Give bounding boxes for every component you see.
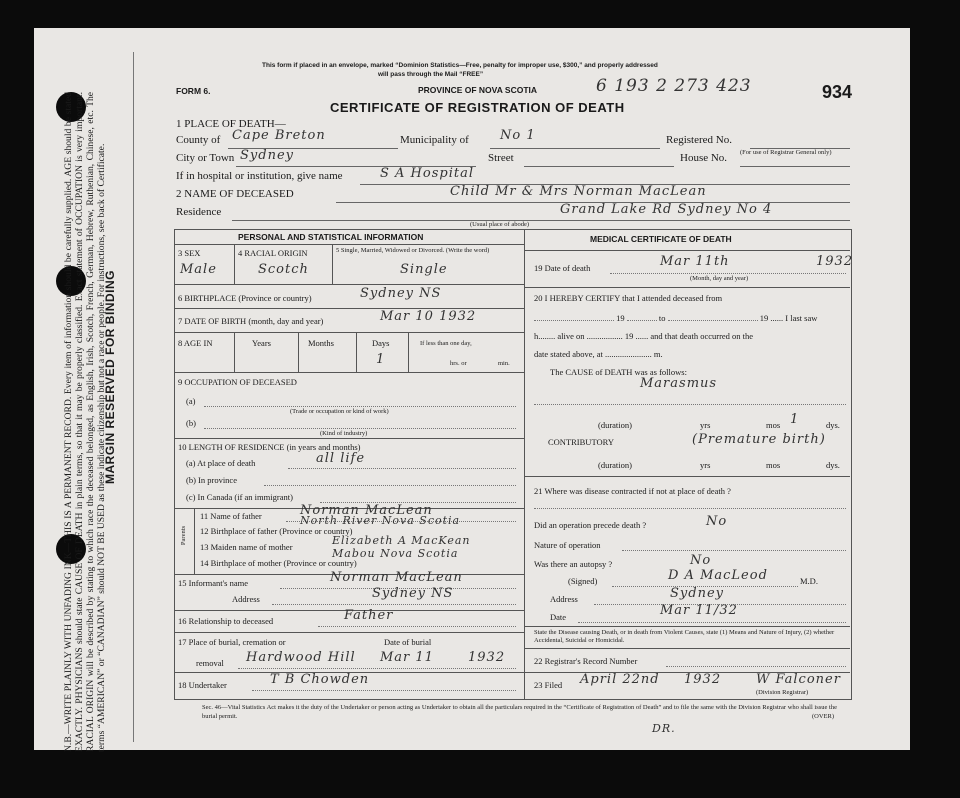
county-value: Cape Breton — [232, 128, 326, 143]
occ-a-label: (a) — [186, 396, 196, 406]
cause-label: The CAUSE of DEATH was as follows: — [550, 367, 687, 377]
province-label: PROVINCE OF NOVA SCOTIA — [418, 85, 538, 95]
father-birth-value: North River Nova Scotia — [300, 514, 461, 527]
at-place-value: all life — [316, 451, 366, 466]
residence-note: (Usual place of abode) — [470, 221, 530, 228]
registrar-note: (For use of Registrar General only) — [740, 149, 832, 156]
margin-title: MARGIN RESERVED FOR BINDING — [103, 270, 117, 484]
date-above-label: date stated above, at ...................... m. — [534, 349, 663, 359]
death-date-value: Mar 11th — [660, 254, 730, 269]
burial-year-value: 1932 — [468, 650, 506, 665]
occupation-label: 9 OCCUPATION OF DECEASED — [178, 377, 297, 387]
relationship-value: Father — [344, 608, 394, 623]
certify-to: to — [658, 313, 666, 323]
signed-value: D A MacLeod — [668, 568, 768, 583]
file-number: 6 193 2 273 423 — [596, 76, 752, 96]
death-year-value: 1932 — [816, 254, 854, 269]
violent-note: State the Disease causing Death, or in death from Violent Causes, state (1) Means and Nature of Injury, (2) whether Accidental, Suicidal or Homicidal. — [534, 629, 835, 644]
contributory-label: CONTRIBUTORY — [548, 437, 614, 447]
months-label: Months — [308, 338, 334, 348]
mail-notice: This form if placed in an envelope, marked “Dominion Statistics—Free, penalty for improper use, $300,” and properly addressed — [262, 62, 658, 69]
marital-label: 5 Single, Married, Widowed or Divorced. (Write the word) — [336, 247, 490, 254]
duration-mos-label: mos — [766, 420, 781, 430]
duration-yrs-label: yrs — [700, 420, 711, 430]
alive-label: h........ alive on ................. 19 ...... and that death occurred on the — [534, 331, 754, 341]
mother-value: Elizabeth A MacKean — [332, 534, 471, 547]
name-label: 2 NAME OF DECEASED — [176, 188, 294, 200]
duration-mos-value: 1 — [790, 412, 800, 427]
deceased-name: Child Mr & Mrs Norman MacLean — [450, 184, 707, 199]
in-province-label: (b) In province — [186, 475, 237, 485]
record-label: 22 Registrar's Record Number — [534, 656, 638, 666]
burial-date-value: Mar 11 — [380, 650, 434, 665]
operation-value: No — [706, 514, 728, 529]
contracted-label: 21 Where was disease contracted if not at place of death ? — [534, 486, 731, 496]
city-label: City or Town — [176, 152, 235, 164]
informant-value: Norman MacLean — [330, 570, 463, 585]
registrar-signature: W Falconer — [756, 672, 841, 687]
signed-label: (Signed) — [568, 576, 598, 586]
death-date-label: 19 Date of death — [534, 263, 591, 273]
hospital-value: S A Hospital — [380, 166, 475, 181]
city-value: Sydney — [240, 148, 294, 163]
certify-year: 19 — [616, 313, 625, 323]
certify-label: 20 I HEREBY CERTIFY that I attended deceased from — [534, 293, 723, 303]
autopsy-label: Was there an autopsy ? — [534, 559, 613, 569]
residence-value: Grand Lake Rd Sydney No 4 — [560, 202, 773, 217]
marital-value: Single — [400, 262, 448, 277]
hospital-label: If in hospital or institution, give name — [176, 170, 343, 182]
hrs-label: hrs. or — [450, 360, 467, 367]
race-label: 4 RACIAL ORIGIN — [238, 248, 308, 258]
med-date-value: Mar 11/32 — [660, 603, 738, 618]
mother-birth-value: Mabou Nova Scotia — [332, 547, 459, 560]
mother-birth-label: 14 Birthplace of mother (Province or country) — [200, 558, 357, 568]
relationship-label: 16 Relationship to deceased — [178, 616, 274, 626]
sex-value: Male — [180, 262, 217, 277]
min-label: min. — [498, 360, 510, 367]
residence-length-label: 10 LENGTH OF RESIDENCE (in years and months) — [178, 442, 361, 452]
last-saw: 19 ...... I last saw — [759, 313, 818, 323]
contributory-value: (Premature birth) — [692, 432, 826, 447]
med-date-label: Date — [550, 612, 567, 622]
municipality-label: Municipality of — [400, 134, 469, 146]
form-number: FORM 6. — [176, 86, 211, 96]
house-label: House No. — [680, 152, 728, 164]
father-label: 11 Name of father — [200, 511, 262, 521]
med-address-label: Address — [550, 594, 578, 604]
filed-date-value: April 22nd — [580, 672, 660, 687]
dob-value: Mar 10 1932 — [380, 309, 477, 324]
race-value: Scotch — [258, 262, 309, 277]
parents-label: Parents — [180, 525, 188, 546]
margin-rule — [133, 52, 134, 742]
personal-heading: PERSONAL AND STATISTICAL INFORMATION — [238, 232, 424, 242]
cause-value: Marasmus — [640, 376, 718, 391]
registered-label: Registered No. — [666, 134, 732, 146]
birthplace-value: Sydney NS — [360, 286, 442, 301]
undertaker-label: 18 Undertaker — [178, 680, 227, 690]
residence-label: Residence — [176, 206, 222, 218]
burial-place-value: Hardwood Hill — [246, 650, 356, 665]
medical-heading: MEDICAL CERTIFICATE OF DEATH — [590, 234, 732, 244]
sec46-note: Sec. 46—Vital Statistics Act makes it the duty of the Undertaker or person acting as Undertaker to obtain all the particulars required in the “Certificate of Registration of Death” and to file the same with the Division Registrar who shall issue the burial permit. — [202, 704, 837, 720]
duration-dys-label-2: dys. — [826, 460, 840, 470]
stamp-number: 934 — [822, 82, 853, 102]
undertaker-value: T B Chowden — [270, 672, 370, 687]
street-label: Street — [488, 152, 514, 164]
days-label: Days — [372, 338, 390, 348]
less-day-label: If less than one day, — [420, 340, 472, 347]
at-place-label: (a) At place of death — [186, 458, 256, 468]
father-value: Norman MacLean — [300, 503, 433, 518]
med-address-value: Sydney — [670, 586, 724, 601]
burial-label: 17 Place of burial, cremation or — [178, 637, 286, 647]
division-note: (Division Registrar) — [756, 689, 809, 696]
page-title: CERTIFICATE OF REGISTRATION OF DEATH — [330, 100, 625, 115]
occ-a-note: (Trade or occupation or kind of work) — [290, 408, 389, 415]
father-birth-label: 12 Birthplace of father (Province or country) — [200, 526, 353, 536]
occ-b-label: (b) — [186, 418, 196, 428]
informant-label: 15 Informant's name — [178, 578, 248, 588]
informant-address: Sydney NS — [372, 586, 454, 601]
operation-label: Did an operation precede death ? — [534, 520, 647, 530]
duration-mos-label-2: mos — [766, 460, 781, 470]
informant-address-label: Address — [232, 594, 260, 604]
dob-label: 7 DATE OF BIRTH (month, day and year) — [178, 316, 324, 326]
filed-year-value: 1932 — [684, 672, 722, 687]
birthplace-label: 6 BIRTHPLACE (Province or country) — [178, 293, 312, 303]
sex-label: 3 SEX — [178, 248, 201, 258]
mail-notice-2: will pass through the Mail “FREE” — [378, 71, 484, 78]
burial-date-label: Date of burial — [384, 637, 432, 647]
duration-dys-label: dys. — [826, 420, 840, 430]
nature-label: Nature of operation — [534, 540, 601, 550]
month-note: (Month, day and year) — [690, 275, 749, 282]
duration-label-2: (duration) — [598, 460, 632, 470]
years-label: Years — [252, 338, 271, 348]
mother-label: 13 Maiden name of mother — [200, 542, 293, 552]
days-value: 1 — [376, 352, 386, 367]
place-of-death-label: 1 PLACE OF DEATH— — [176, 118, 286, 130]
in-canada-label: (c) In Canada (if an immigrant) — [186, 492, 293, 502]
margin-instructions: N.B.—WRITE PLAINLY WITH UNFADING INK—THIS IS A PERMANENT RECORD. Every item of information should be carefully supplied. AGE should be stated EXACTLY. PHYSICIANS should state CAUSE OF DEATH in plain terms, so that it may be properly classified. Exact statement of OCCUPATION is very important. RACIAL ORIGIN will be described by stating to which race the deceased belonged, as English, Irish, Scotch, French, German, Hebrew, Ruthenian, Chinese, etc. The terms “AMERICAN” or “CANADIAN” should NOT BE USED as these indicate citizenship but not a race or people. For instructions, see back of Certificate. — [63, 92, 107, 752]
municipality-value: No 1 — [500, 128, 536, 143]
duration-label: (duration) — [598, 420, 632, 430]
filed-label: 23 Filed — [534, 680, 563, 690]
initials: DR. — [652, 722, 676, 735]
removal-label: removal — [196, 658, 224, 668]
md-label: M.D. — [800, 576, 818, 586]
autopsy-value: No — [690, 553, 712, 568]
county-label: County of — [176, 134, 221, 146]
over-label: (OVER) — [812, 713, 835, 720]
age-label: 8 AGE IN — [178, 338, 213, 348]
duration-yrs-label-2: yrs — [700, 460, 711, 470]
occ-b-note: (Kind of industry) — [320, 430, 368, 437]
